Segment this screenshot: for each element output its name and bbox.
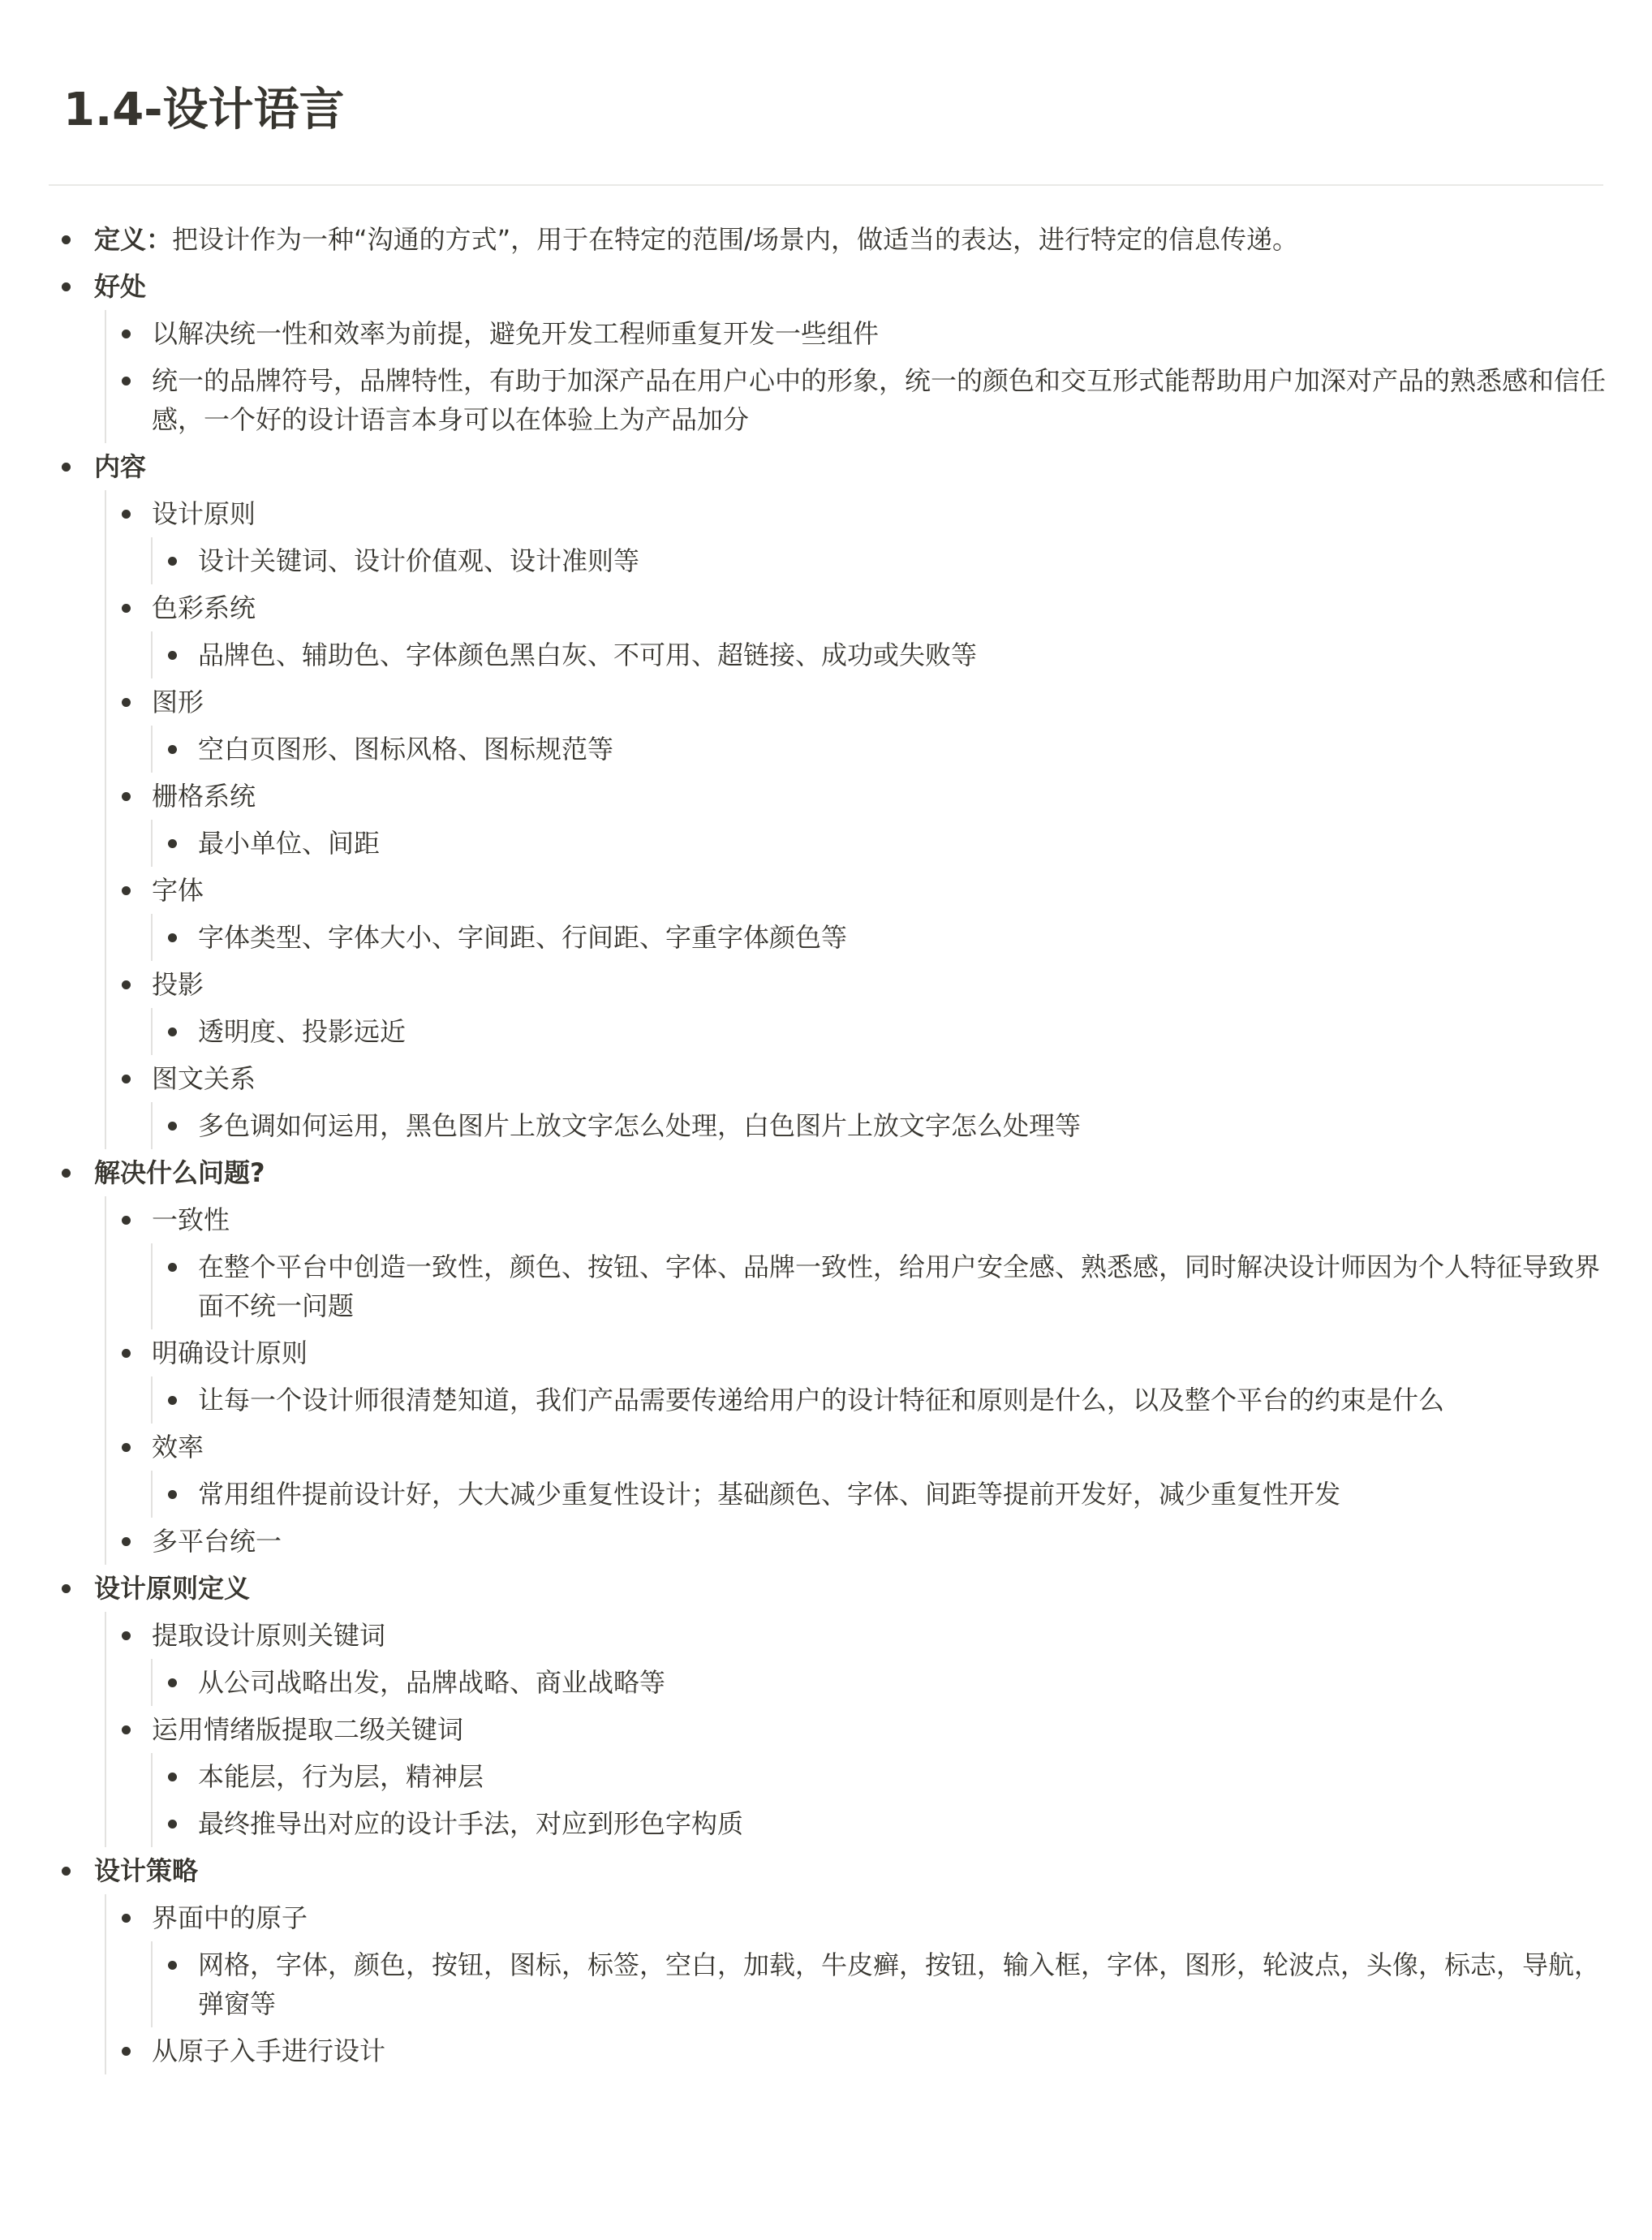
list-item-definition <box>60 216 1602 263</box>
problem-item-label: 多平台统一 <box>152 1526 282 1557</box>
problems-list <box>105 1196 1602 1565</box>
list-item <box>153 1008 1602 1055</box>
strategy-item-label: 界面中的原子 <box>152 1902 308 1933</box>
definition-text: 把设计作为一种“沟通的方式”，用于在特定的范围/场景内，做适当的表达，进行特定的信息传递。 <box>172 224 1298 255</box>
benefit-text: 统一的品牌符号，品牌特性，有助于加深产品在用户心中的形象，统一的颜色和交互形式能帮助用户加深对产品的熟悉感和信任感，一个好的设计语言本身可以在体验上为产品加分 <box>152 365 1607 435</box>
bullet-icon <box>62 282 71 291</box>
list-item <box>153 1753 1602 1800</box>
list-item <box>153 631 1602 678</box>
list-item <box>106 357 1607 443</box>
strategy-item-label: 从原子入手进行设计 <box>152 2035 386 2066</box>
principle-item-detail: 最终推导出对应的设计手法，对应到形色字构质 <box>198 1808 744 1839</box>
bullet-icon <box>168 1678 177 1687</box>
bullet-icon <box>122 510 131 519</box>
bullet-icon <box>168 1820 177 1829</box>
content-item-detail: 空白页图形、图标风格、图标规范等 <box>198 734 614 765</box>
bullet-icon <box>122 1075 131 1083</box>
list-item <box>153 1659 1602 1706</box>
list-item <box>106 867 1602 961</box>
list-item <box>153 1800 1602 1847</box>
content-item-label: 字体 <box>152 875 204 906</box>
bullet-icon <box>122 604 131 613</box>
list-item <box>153 914 1602 961</box>
list-item <box>106 490 1602 584</box>
principles-heading: 设计原则定义 <box>94 1573 251 1604</box>
content-item-detail: 最小单位、间距 <box>198 828 381 859</box>
bullet-icon <box>62 463 71 472</box>
problem-item-label: 明确设计原则 <box>152 1338 308 1368</box>
principle-item-label: 提取设计原则关键词 <box>152 1620 386 1651</box>
bullet-icon <box>168 1490 177 1499</box>
bullet-icon <box>122 1914 131 1923</box>
list-item <box>153 1102 1602 1149</box>
content-item-label: 设计原则 <box>152 498 256 529</box>
list-item <box>106 1329 1602 1424</box>
principle-item-label: 运用情绪版提取二级关键词 <box>152 1714 464 1745</box>
bullet-icon <box>122 1349 131 1358</box>
list-item <box>106 2027 1602 2074</box>
list-item-benefits <box>60 263 1607 443</box>
list-item <box>153 537 1602 584</box>
content-item-label: 投影 <box>152 969 204 1000</box>
problem-item-detail: 在整个平台中创造一致性，颜色、按钮、字体、品牌一致性，给用户安全感、熟悉感，同时解决设计师因为个人特征导致界面不统一问题 <box>198 1251 1601 1321</box>
bullet-icon <box>122 1631 131 1640</box>
strategy-item-detail: 网格，字体，颜色，按钮，图标，标签，空白，加载，牛皮癣，按钮，输入框，字体，图形，轮波点，头像，标志，导航，弹窗等 <box>198 1949 1601 2019</box>
bullet-icon <box>122 698 131 707</box>
content-item-detail: 透明度、投影远近 <box>198 1016 407 1047</box>
problem-item-detail: 常用组件提前设计好，大大减少重复性设计；基础颜色、字体、间距等提前开发好，减少重复性开发 <box>198 1479 1341 1510</box>
content-heading: 内容 <box>94 451 147 482</box>
bullet-icon <box>122 377 131 386</box>
list-item <box>106 1424 1602 1518</box>
list-item <box>106 678 1602 773</box>
list-item <box>153 1376 1602 1424</box>
list-item <box>106 1612 1602 1706</box>
bullet-icon <box>168 557 177 566</box>
content-item-detail: 多色调如何运用，黑色图片上放文字怎么处理，白色图片上放文字怎么处理等 <box>198 1110 1082 1141</box>
list-item <box>153 1941 1602 2027</box>
bullet-icon <box>122 2047 131 2056</box>
bullet-icon <box>122 330 131 338</box>
strategy-heading: 设计策略 <box>94 1855 199 1886</box>
list-item <box>153 820 1602 867</box>
outline-list <box>60 216 1607 2074</box>
benefits-heading: 好处 <box>94 271 147 302</box>
bullet-icon <box>122 1216 131 1225</box>
definition-label: 定义： <box>94 224 173 255</box>
problem-item-label: 效率 <box>152 1432 204 1462</box>
principle-item-detail: 从公司战略出发，品牌战略、商业战略等 <box>198 1667 666 1698</box>
principle-item-detail: 本能层，行为层，精神层 <box>198 1761 484 1792</box>
bullet-icon <box>62 1169 71 1178</box>
list-item <box>106 961 1602 1055</box>
list-item-content <box>60 443 1602 1149</box>
bullet-icon <box>168 933 177 942</box>
bullet-icon <box>62 1584 71 1593</box>
benefits-list <box>105 310 1607 443</box>
bullet-icon <box>122 1537 131 1546</box>
problems-heading: 解决什么问题? <box>94 1157 265 1188</box>
bullet-icon <box>122 980 131 989</box>
problem-item-label: 一致性 <box>152 1204 230 1235</box>
list-item <box>153 726 1602 773</box>
content-item-detail: 品牌色、辅助色、字体颜色黑白灰、不可用、超链接、成功或失败等 <box>198 640 978 670</box>
bullet-icon <box>62 1867 71 1876</box>
list-item <box>106 1894 1602 2027</box>
bullet-icon <box>168 1961 177 1970</box>
problem-item-detail: 让每一个设计师很清楚知道，我们产品需要传递给用户的设计特征和原则是什么，以及整个平台的约束是什么 <box>198 1385 1445 1415</box>
bullet-icon <box>168 1027 177 1036</box>
benefit-text: 以解决统一性和效率为前提，避免开发工程师重复开发一些组件 <box>152 318 880 349</box>
bullet-icon <box>122 1443 131 1452</box>
bullet-icon <box>168 651 177 660</box>
bullet-icon <box>122 886 131 895</box>
list-item <box>106 310 1602 357</box>
content-item-label: 色彩系统 <box>152 592 256 623</box>
list-item-strategy <box>60 1847 1602 2074</box>
list-item <box>106 1518 1602 1565</box>
bullet-icon <box>168 1263 177 1272</box>
bullet-icon <box>168 839 177 848</box>
bullet-icon <box>168 1396 177 1405</box>
content-item-label: 图形 <box>152 687 204 717</box>
bullet-icon <box>168 1122 177 1131</box>
title-divider <box>49 184 1603 186</box>
list-item-principles <box>60 1565 1602 1847</box>
content-list <box>105 490 1602 1149</box>
list-item <box>106 1196 1602 1329</box>
list-item <box>106 1055 1602 1149</box>
page-title: 1.4-设计语言 <box>63 84 345 136</box>
content-item-label: 图文关系 <box>152 1063 256 1094</box>
list-item <box>153 1471 1602 1518</box>
principles-list <box>105 1612 1602 1847</box>
list-item <box>106 1706 1602 1847</box>
list-item <box>106 584 1602 678</box>
bullet-icon <box>122 792 131 801</box>
bullet-icon <box>168 1773 177 1781</box>
bullet-icon <box>62 235 71 244</box>
list-item <box>153 1243 1602 1329</box>
strategy-list <box>105 1894 1602 2074</box>
content-item-detail: 设计关键词、设计价值观、设计准则等 <box>198 545 640 576</box>
content-item-detail: 字体类型、字体大小、字间距、行间距、字重字体颜色等 <box>198 922 848 953</box>
bullet-icon <box>168 745 177 754</box>
bullet-icon <box>122 1725 131 1734</box>
content-item-label: 栅格系统 <box>152 781 256 812</box>
list-item-problems <box>60 1149 1602 1565</box>
list-item <box>106 773 1602 867</box>
